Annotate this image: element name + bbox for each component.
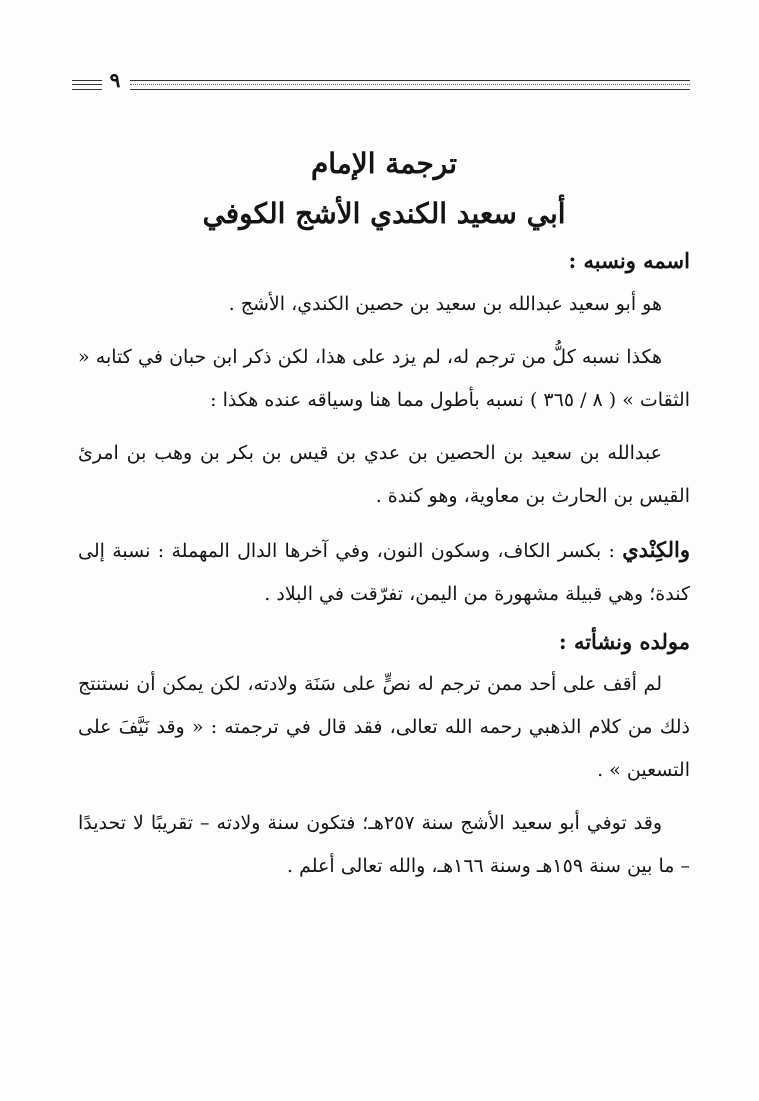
header-left-rule bbox=[72, 80, 102, 90]
section-heading-birth: مولده ونشأته : bbox=[558, 628, 690, 654]
page-number: ٩ bbox=[109, 68, 121, 92]
term-kindi: والكِنْدي bbox=[622, 536, 690, 562]
paragraph-death: وقد توفي أبو سعيد الأشج سنة ٢٥٧هـ؛ فتكون سنة ولادته – تقريبًا لا تحديدًا – ما بين سنة ١٥٩هـ وسنة ١٦٦هـ، والله تعالى أعلم . bbox=[78, 812, 690, 878]
paragraph-full-lineage: عبدالله بن سعيد بن الحصين بن عدي بن قيس بن بكر بن وهب بن امرئ القيس بن الحارث بن معاوية، وهو كندة . bbox=[78, 441, 690, 507]
header-rule bbox=[130, 80, 690, 90]
title-line-1: ترجمة الإمام bbox=[310, 147, 458, 180]
paragraph-kindi bbox=[78, 528, 690, 616]
paragraph-lineage: هكذا نسبه كلُّ من ترجم له، لم يزد على هذا، لكن ذكر ابن حبان في كتابه « الثقات » ( ٨ / ٣٦٥ ) نسبه بأطول مما هنا وسياقه عنده هكذا : bbox=[78, 345, 690, 411]
paragraph-name: هو أبو سعيد عبدالله بن سعيد بن حصين الكندي، الأشج . bbox=[228, 292, 662, 315]
paragraph-birth: لم أقف على أحد ممن ترجم له نصٍّ على سَنَة ولادته، لكن يمكن أن نستنتج ذلك من كلام الذهبي رحمه الله تعالى، فقد قال في ترجمته : « وقد نَيَّفَ على التسعين » . bbox=[78, 673, 690, 782]
title-line-2: أبي سعيد الكندي الأشج الكوفي bbox=[202, 196, 566, 230]
kindi-explanation: : بكسر الكاف، وسكون النون، وفي آخرها الدال المهملة : نسبة إلى كندة؛ وهي قبيلة مشهورة من اليمن، تفرّقت في البلاد . bbox=[78, 539, 690, 605]
page-body bbox=[78, 140, 690, 898]
section-heading-name-lineage: اسمه ونسبه : bbox=[568, 248, 690, 274]
